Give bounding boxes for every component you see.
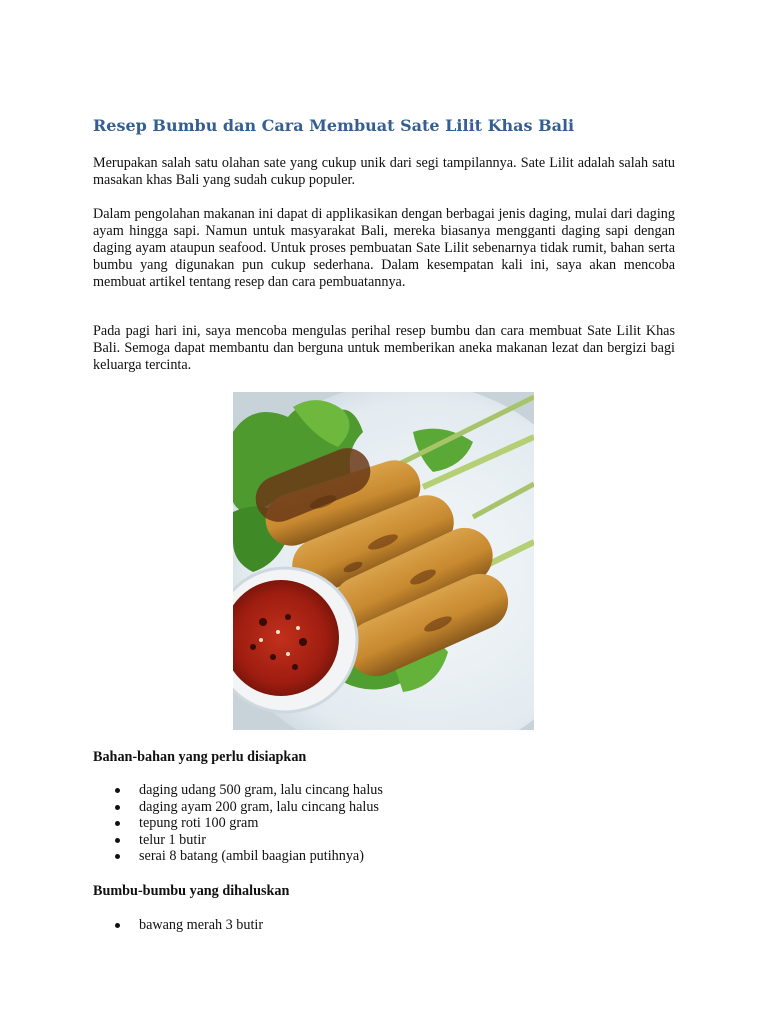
intro-paragraph: Merupakan salah satu olahan sate yang cukup unik dari segi tampilannya. Sate Lilit adalah salah satu masakan khas Bali yang sudah cukup populer. <box>93 155 675 188</box>
list-item <box>93 848 383 865</box>
list-item <box>93 782 383 799</box>
bullet-icon <box>115 854 120 859</box>
spices-list <box>93 917 263 934</box>
document-page <box>93 0 675 1024</box>
list-item-text: tepung roti 100 gram <box>139 815 259 831</box>
list-item-text: serai 8 batang (ambil baagian putihnya) <box>139 848 364 864</box>
list-item-text: daging ayam 200 gram, lalu cincang halus <box>139 798 379 815</box>
bullet-icon <box>115 805 120 810</box>
list-item <box>93 832 383 849</box>
ingredients-list <box>93 782 383 865</box>
spices-heading: Bumbu-bumbu yang dihaluskan <box>93 883 290 899</box>
list-item-text: daging udang 500 gram, lalu cincang halus <box>139 782 383 798</box>
body-paragraph: Dalam pengolahan makanan ini dapat di applikasikan dengan berbagai jenis daging, mulai dari daging ayam hingga sapi. Namun untuk masyarakat Bali, mereka biasanya mengganti daging sapi dengan daging ayam ataupun seafood. Untuk proses pembuatan Sate Lilit sebenarnya tidak rumit, bahan serta bumbu yang digunakan pun cukup sederhana. Dalam kesempatan kali ini, saya akan mencoba membuat artikel tentang resep dan cara pembuatannya. <box>93 206 675 290</box>
list-item <box>93 917 263 934</box>
bullet-icon <box>115 788 120 793</box>
list-item-text: telur 1 butir <box>139 831 206 848</box>
list-item <box>93 815 383 832</box>
bullet-icon <box>115 821 120 826</box>
ingredients-heading: Bahan-bahan yang perlu disiapkan <box>93 749 307 765</box>
sate-lilit-photo <box>233 392 534 730</box>
list-item <box>93 799 383 816</box>
bullet-icon <box>115 923 120 928</box>
article-title: Resep Bumbu dan Cara Membuat Sate Lilit Khas Bali <box>93 116 575 135</box>
list-item-text: bawang merah 3 butir <box>139 917 264 933</box>
bullet-icon <box>115 838 120 843</box>
closing-paragraph: Pada pagi hari ini, saya mencoba mengulas perihal resep bumbu dan cara membuat Sate Lilit Khas Bali. Semoga dapat membantu dan berguna untuk memberikan aneka makanan lezat dan bergizi bagi keluarga tercinta. <box>93 323 675 373</box>
